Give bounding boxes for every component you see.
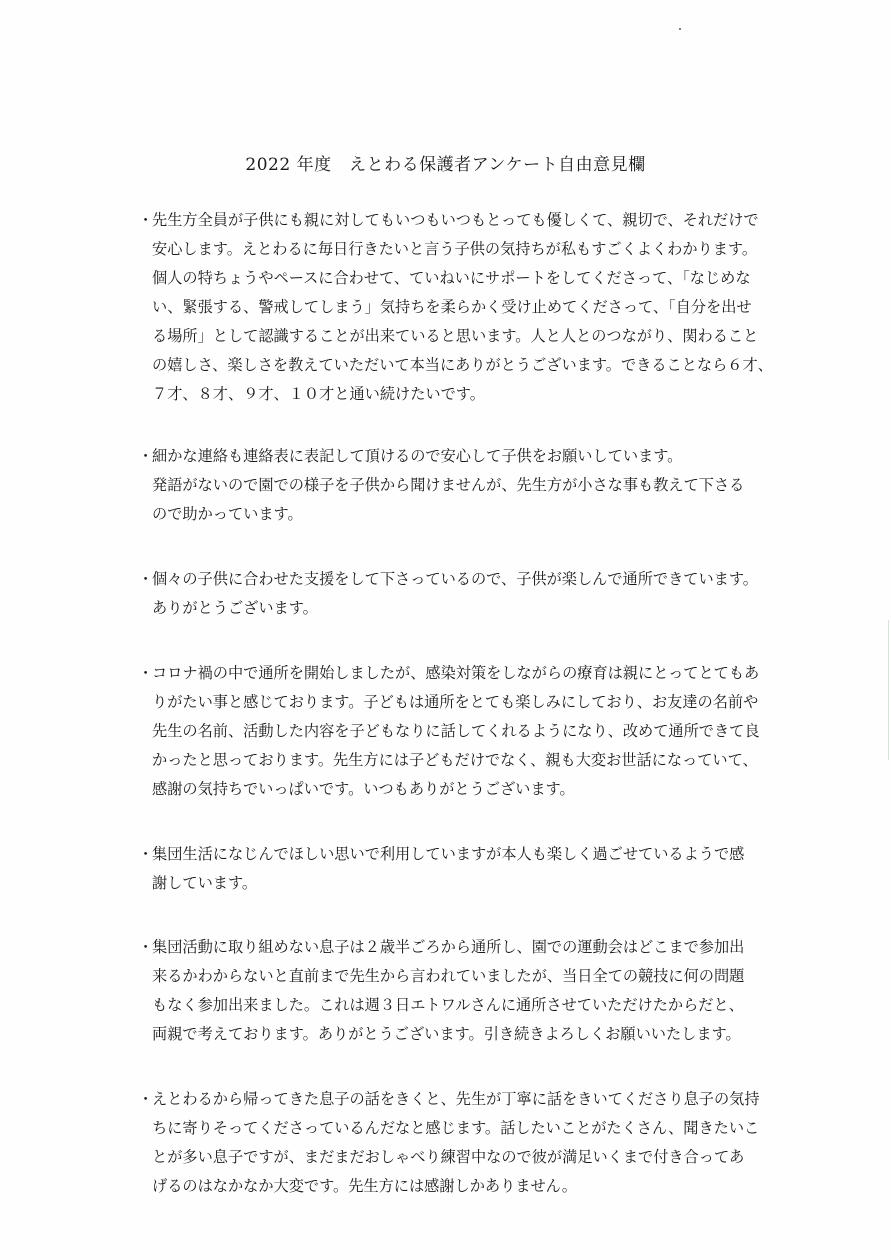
comment-line: 発語がないので園での様子を子供から聞けませんが、先生方が小さな事も教えて下さる (152, 476, 745, 494)
document-title: 2022 年度 えとわる保護者アンケート自由意見欄 (245, 155, 646, 175)
comment-line: ありがとうございます。 (152, 599, 318, 617)
comment-entry (138, 933, 788, 1049)
bullet-mark: ・ (138, 1090, 154, 1108)
comment-line: かったと思っております。先生方には子どもだけでなく、親も大変お世話になっていて、 (152, 751, 758, 769)
bullet-mark: ・ (138, 664, 154, 682)
comment-line: 謝しています。 (152, 874, 258, 892)
comment-line: えとわるから帰ってきた息子の話をきくと、先生が丁寧に話をきいてくださり息子の気持 (152, 1090, 760, 1108)
bullet-mark: ・ (138, 211, 154, 229)
comment-entry (138, 565, 788, 623)
scan-edge-line (888, 620, 889, 760)
comment-line: もなく参加出来ました。これは週３日エトワルさんに通所させていただけたからだと、 (152, 996, 744, 1014)
comment-line: 細かな連絡も連絡表に表記して頂けるので安心して子供をお願いしています。 (152, 447, 683, 465)
bullet-mark: ・ (138, 845, 154, 863)
comment-line: 個々の子供に合わせた支援をして下さっているので、子供が楽しんで通所できています。 (152, 570, 758, 588)
comment-line: 安心します。えとわるに毎日行きたいと言う子供の気持ちが私もすごくよくわかります。 (152, 240, 758, 258)
comment-entry (138, 442, 788, 529)
comment-line: ちに寄りそってくださっているんだなと感じます。話したいことがたくさん、聞きたいこ (152, 1119, 760, 1137)
comment-line: りがたい事と感じております。子どもは通所をとても楽しみにしており、お友達の名前や (152, 693, 759, 711)
comment-line: 両親で考えております。ありがとうございます。引き続きよろしくお願いいたします。 (152, 1025, 741, 1043)
bullet-mark: ・ (138, 570, 154, 588)
comment-line: げるのはなかなか大変です。先生方には感謝しかありません。 (152, 1177, 577, 1195)
comment-line: コロナ禍の中で通所を開始しましたが、感染対策をしながらの療育は親にとってとてもあ (152, 664, 760, 682)
bullet-mark: ・ (138, 447, 154, 465)
comment-line: 集団生活になじんでほしい思いで利用していますが本人も楽しく過ごせているようで感 (152, 845, 745, 863)
comment-entry (138, 1085, 788, 1201)
comment-list (138, 206, 788, 1201)
scan-speck (679, 28, 681, 30)
comment-entry (138, 206, 788, 409)
comment-line: 先生方全員が子供にも親に対してもいつもいつもとっても優しくて、親切で、それだけで (152, 211, 759, 229)
comment-line: とが多い息子ですが、まだまだおしゃべり練習中なので彼が満足いくまで付き合ってあ (152, 1148, 745, 1166)
comment-line: い、緊張する、警戒してしまう」気持ちを柔らかく受け止めてくださって、「自分を出せ (152, 298, 752, 316)
bullet-mark: ・ (138, 938, 154, 956)
comment-line: 個人の特ちょうやペースに合わせて、ていねいにサポートをしてくださって、「なじめな (152, 269, 751, 287)
comment-line: 来るかわからないと直前まで先生から言われていましたが、当日全ての競技に何の問題 (152, 967, 745, 985)
comment-line: の嬉しさ、楽しさを教えていただいて本当にありがとうございます。できることなら６才、 (152, 356, 773, 374)
comment-line: 先生の名前、活動した内容を子どもなりに話してくれるようになり、改めて通所できて良 (152, 722, 760, 740)
comment-line: ので助かっています。 (152, 505, 303, 523)
comment-line: 感謝の気持ちでいっぱいです。いつもありがとうございます。 (152, 780, 575, 798)
comment-entry (138, 659, 788, 804)
comment-line: る場所」として認識することが出来ていると思います。人と人とのつながり、関わること (152, 327, 759, 345)
comment-entry (138, 840, 788, 898)
comment-line: ７才、８才、９才、１０才と通い続けたいです。 (152, 385, 485, 403)
comment-line: 集団活動に取り組めない息子は２歳半ごろから通所し、園での運動会はどこまで参加出 (152, 938, 745, 956)
